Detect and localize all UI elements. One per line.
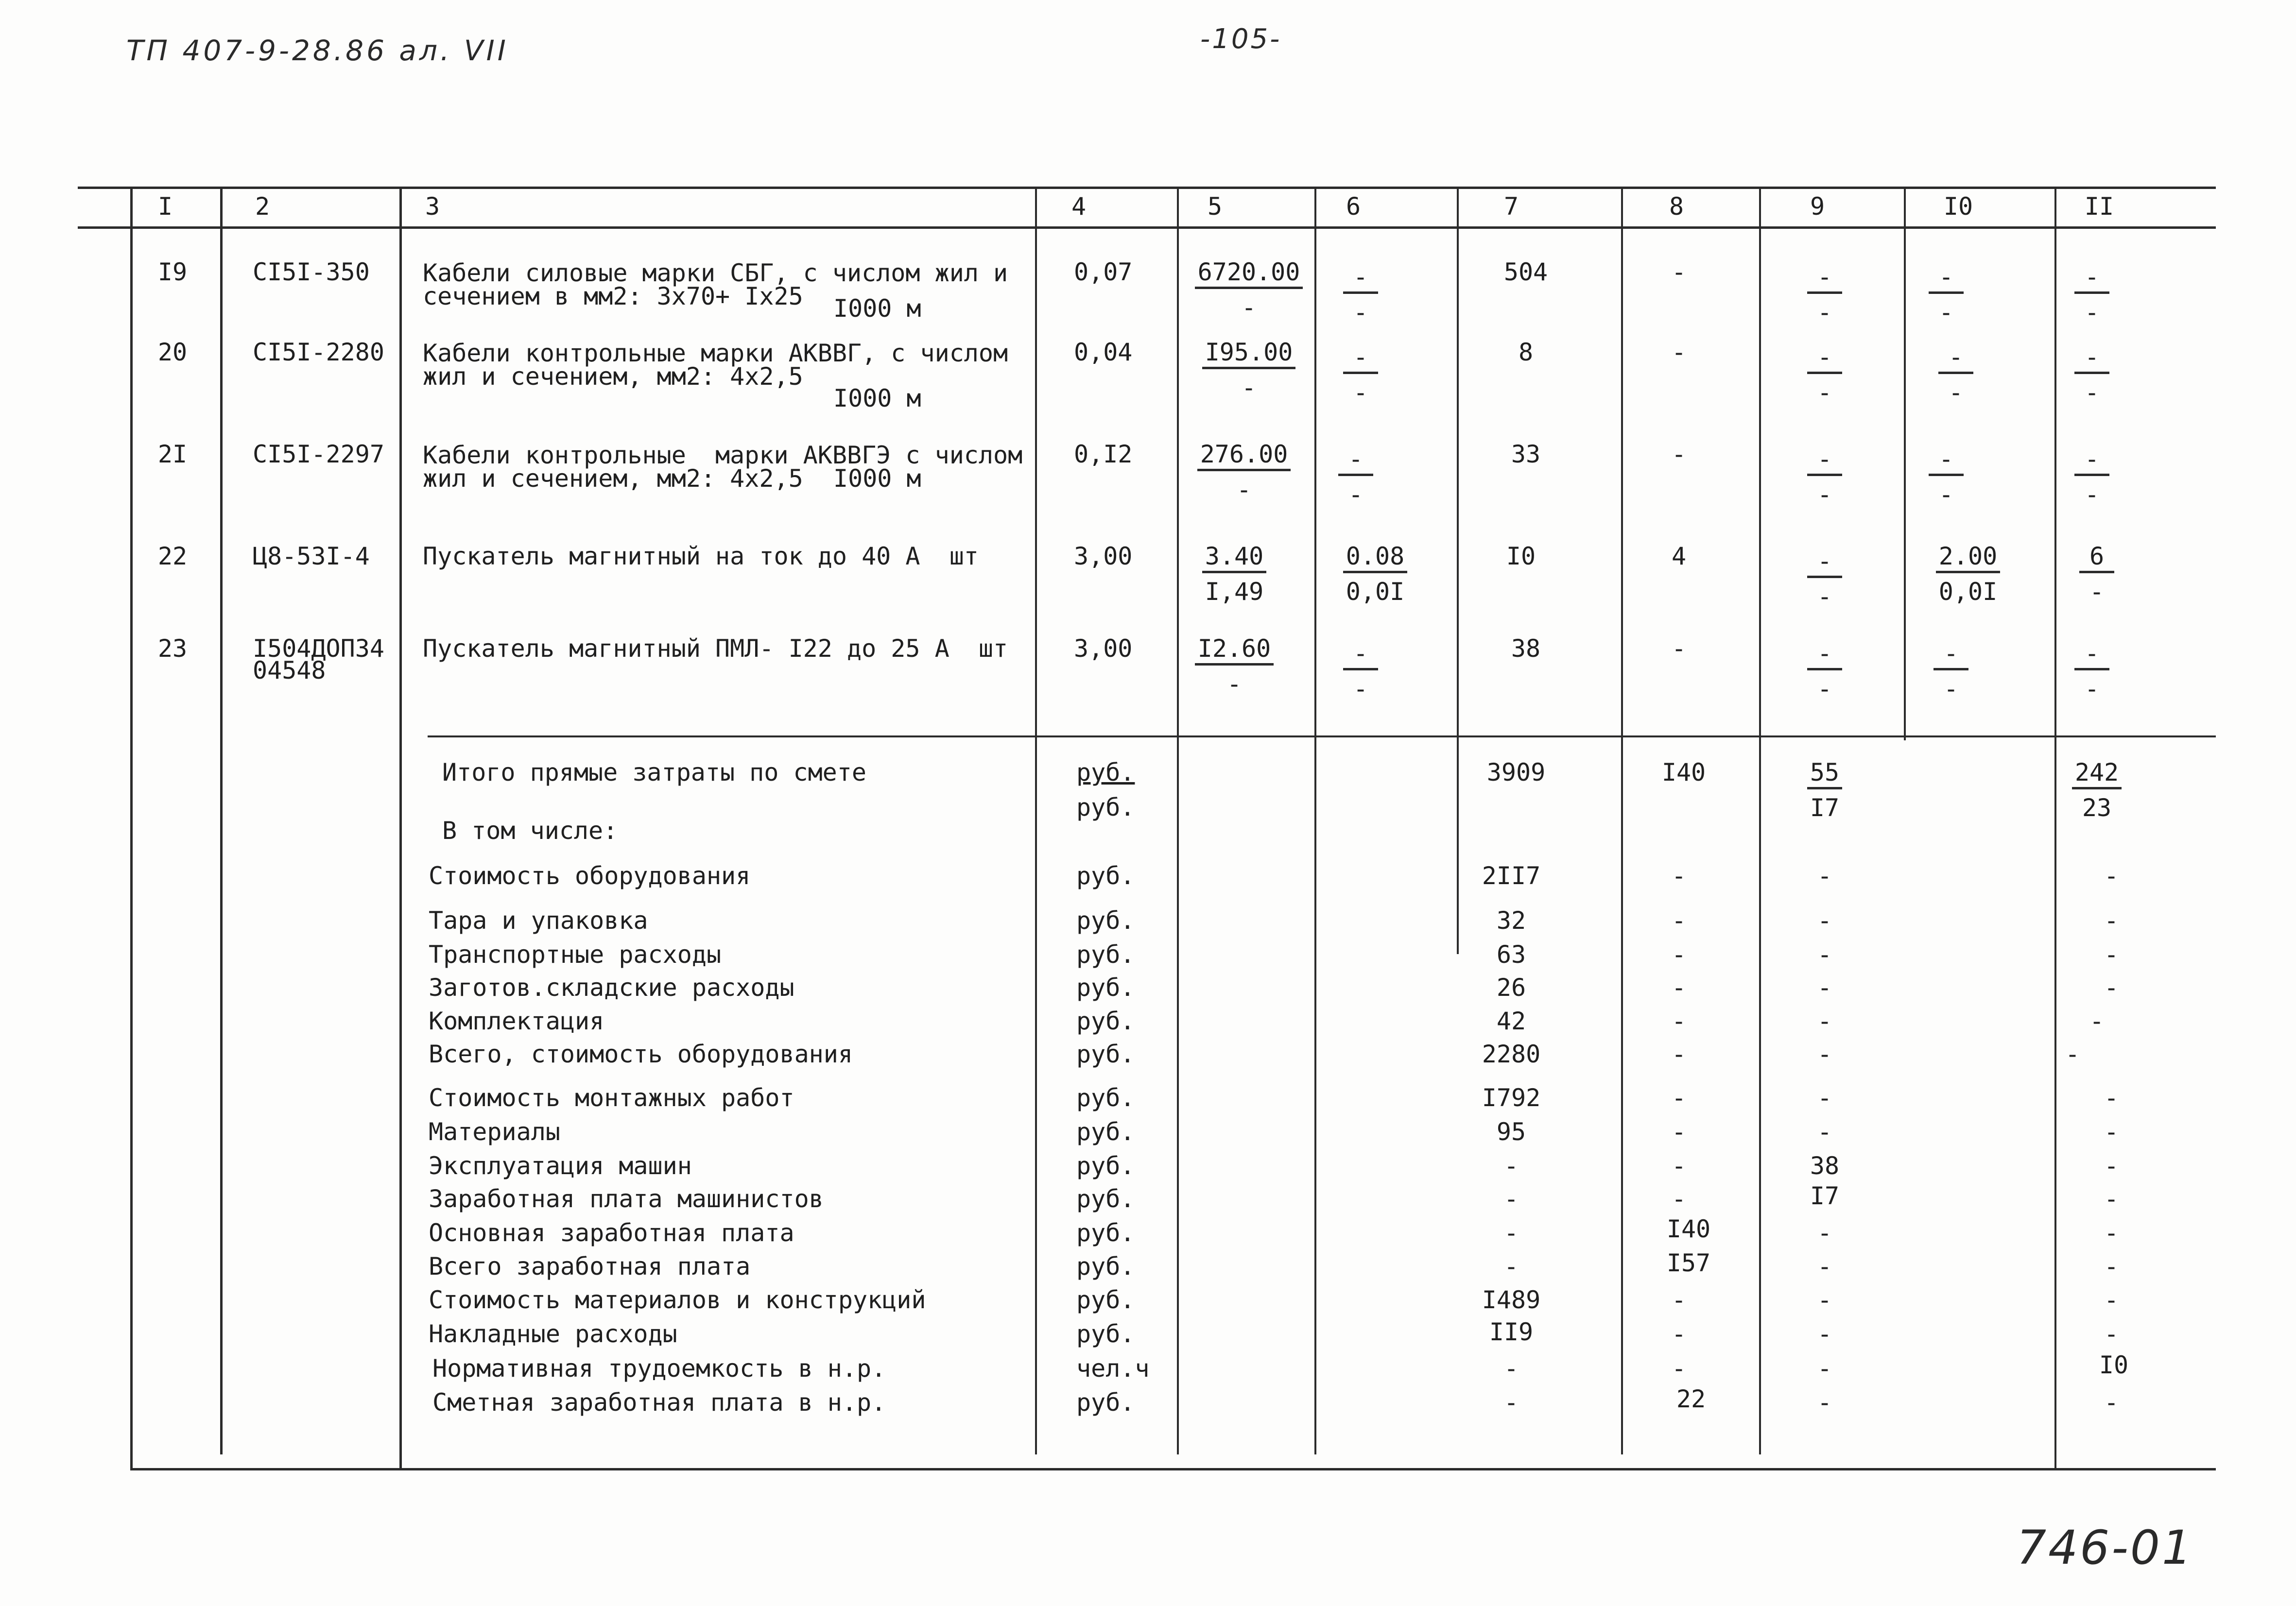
- breakdown-label: Комплектация: [429, 1007, 604, 1035]
- row-col7: 504: [1503, 258, 1548, 286]
- col-header-1: I: [157, 192, 173, 221]
- row-qty: 3,00: [1074, 634, 1133, 663]
- col11-bottom: -: [2089, 578, 2105, 606]
- col-header-7: 7: [1503, 192, 1519, 221]
- col5-bottom: -: [1241, 293, 1257, 322]
- breakdown-col11: -: [2089, 1007, 2105, 1035]
- row-unit: I000 м: [833, 294, 921, 323]
- totals-separator-rule: [428, 735, 2216, 737]
- row-col8: -: [1671, 440, 1687, 468]
- col9-top: -: [1807, 444, 1842, 476]
- breakdown-label: Эксплуатация машин: [429, 1152, 692, 1180]
- col9-top: -: [1807, 639, 1842, 670]
- breakdown-col11: -: [2104, 974, 2119, 1002]
- breakdown-unit: руб.: [1076, 1084, 1135, 1112]
- col6-bottom: -: [1348, 480, 1364, 509]
- breakdown-label: Нормативная трудоемкость в н.р.: [432, 1354, 886, 1383]
- row-col5: [1186, 440, 1302, 504]
- table-bottom-rule: [130, 1468, 2216, 1470]
- archive-mark: 746-01: [2017, 1521, 2194, 1575]
- col5-top: 3.40: [1202, 542, 1266, 573]
- row-number: 22: [157, 542, 188, 570]
- row-col6: [1327, 342, 1395, 407]
- totals-direct-col11: [2060, 758, 2133, 822]
- row-code: Ц8-53I-4: [253, 542, 370, 570]
- row-name-line2: сечением в мм2: 3х70+ Iх25: [423, 282, 803, 310]
- breakdown-col9: I7: [1810, 1182, 1840, 1210]
- breakdown-col9: -: [1817, 1252, 1832, 1281]
- row-col9: [1793, 342, 1856, 407]
- breakdown-col11: I0: [2099, 1351, 2129, 1379]
- row-number: 2I: [157, 440, 188, 468]
- col5-top: I95.00: [1202, 338, 1296, 369]
- col6-bottom: -: [1353, 298, 1368, 326]
- row-col10: [1915, 262, 1978, 327]
- col10-top: 2.00: [1936, 542, 2000, 573]
- breakdown-unit: руб.: [1076, 1252, 1135, 1281]
- col-header-3: 3: [425, 192, 440, 221]
- col5-top: 6720.00: [1195, 257, 1303, 289]
- breakdown-label: Сметная заработная плата в н.р.: [432, 1388, 886, 1417]
- col11-top: 6: [2079, 542, 2114, 573]
- col11-bottom: -: [2084, 378, 2100, 407]
- col-rule-11: [2054, 187, 2056, 1469]
- col10-top: -: [1929, 444, 1964, 476]
- row-name-line2: жил и сечением, мм2: 4х2,5: [423, 464, 803, 493]
- col9-bottom: -: [1817, 378, 1832, 407]
- col5-top: I2.60: [1195, 634, 1274, 666]
- col11-bottom: -: [2084, 298, 2100, 326]
- breakdown-col8: 22: [1676, 1385, 1706, 1413]
- breakdown-col7: I792: [1482, 1084, 1541, 1112]
- breakdown-col11: -: [2104, 1185, 2119, 1213]
- breakdown-col8: I40: [1666, 1215, 1711, 1243]
- breakdown-col9: -: [1817, 974, 1832, 1002]
- row-col6: [1327, 262, 1395, 327]
- row-col8: -: [1671, 634, 1687, 663]
- row-col6: [1327, 639, 1395, 703]
- breakdown-col11: -: [2104, 1118, 2119, 1146]
- breakdown-unit: руб.: [1076, 1185, 1135, 1213]
- breakdown-col11: -: [2104, 862, 2119, 890]
- row-name-line1: Кабели контрольные марки АКВВГ, с числом: [423, 339, 1008, 367]
- col9-top: -: [1807, 262, 1842, 294]
- col-rule-5: [1177, 187, 1179, 1454]
- totals-direct-col9: [1788, 758, 1861, 822]
- col-header-8: 8: [1669, 192, 1684, 221]
- breakdown-col7: -: [1503, 1152, 1519, 1180]
- totals-direct-col8: I40: [1661, 758, 1706, 786]
- breakdown-label: Заготов.складские расходы: [429, 974, 794, 1002]
- breakdown-col8: -: [1671, 974, 1687, 1002]
- breakdown-col8: -: [1671, 1118, 1687, 1146]
- col-rule-6: [1314, 187, 1316, 1454]
- breakdown-unit: руб.: [1076, 1219, 1135, 1247]
- breakdown-col11: -: [2104, 1219, 2119, 1247]
- col9-top: 55: [1807, 758, 1842, 789]
- col10-top: -: [1933, 639, 1968, 670]
- breakdown-unit: руб.: [1076, 1286, 1135, 1314]
- breakdown-label: Тара и упаковка: [429, 906, 648, 935]
- row-number: 23: [157, 634, 188, 663]
- row-col5: [1186, 634, 1283, 699]
- col6-top: -: [1343, 262, 1378, 294]
- breakdown-unit: руб.: [1076, 1320, 1135, 1348]
- header-bottom-rule: [78, 226, 2216, 229]
- breakdown-col8: -: [1671, 1084, 1687, 1112]
- col10-top: -: [1929, 262, 1964, 294]
- row-qty: 3,00: [1074, 542, 1133, 570]
- breakdown-col11: -: [2104, 1152, 2119, 1180]
- row-number: 20: [157, 338, 188, 366]
- breakdown-unit: руб.: [1076, 862, 1135, 890]
- breakdown-col7: 2280: [1482, 1040, 1541, 1068]
- row-col5: [1186, 542, 1283, 606]
- breakdown-label: Материалы: [429, 1118, 560, 1146]
- col9-top: -: [1807, 547, 1842, 578]
- col-header-10: I0: [1943, 192, 1973, 221]
- row-code-line2: 04548: [253, 656, 326, 684]
- breakdown-col7: I489: [1482, 1286, 1541, 1314]
- col5-bottom: -: [1241, 374, 1257, 402]
- breakdown-col7: -: [1503, 1252, 1519, 1281]
- breakdown-col9: -: [1817, 1286, 1832, 1314]
- row-col5: [1186, 257, 1312, 322]
- row-name-line1: Кабели силовые марки СБГ, с числом жил и: [423, 259, 1008, 287]
- col11-bottom: 23: [2082, 794, 2112, 822]
- col5-bottom: -: [1226, 670, 1242, 698]
- col10-bottom: -: [1938, 480, 1954, 509]
- col6-bottom: 0,0I: [1346, 578, 1405, 606]
- row-col9: [1793, 262, 1856, 327]
- col10-top: -: [1938, 342, 1973, 374]
- col9-bottom: -: [1817, 675, 1832, 703]
- col11-top: -: [2074, 262, 2109, 294]
- breakdown-unit: руб.: [1076, 906, 1135, 935]
- col11-bottom: -: [2084, 480, 2100, 509]
- breakdown-label: Всего заработная плата: [429, 1252, 751, 1281]
- row-col7: 38: [1511, 634, 1541, 663]
- row-code: CI5I-350: [253, 258, 370, 286]
- row-unit: I000 м: [833, 464, 921, 493]
- breakdown-unit: руб.: [1076, 974, 1135, 1002]
- row-col7: 33: [1511, 440, 1541, 468]
- col-rule-7: [1457, 187, 1459, 954]
- row-col6: [1331, 542, 1419, 606]
- col11-top: -: [2074, 444, 2109, 476]
- breakdown-unit: руб.: [1076, 1118, 1135, 1146]
- col9-bottom: -: [1817, 298, 1832, 326]
- breakdown-col11: -: [2104, 1252, 2119, 1281]
- breakdown-col11: -: [2104, 940, 2119, 969]
- breakdown-col9: -: [1817, 1118, 1832, 1146]
- col5-top: 276.00: [1197, 440, 1291, 471]
- row-name-line1: Пускатель магнитный на ток до 40 А шт: [423, 542, 979, 570]
- breakdown-col11: -: [2104, 1084, 2119, 1112]
- col10-bottom: -: [1938, 298, 1954, 326]
- col9-top: -: [1807, 342, 1842, 374]
- breakdown-col7: 63: [1496, 940, 1526, 969]
- breakdown-unit: руб.: [1076, 940, 1135, 969]
- breakdown-col8: -: [1671, 1185, 1687, 1213]
- breakdown-label: Стоимость материалов и конструкций: [429, 1286, 926, 1314]
- col-header-6: 6: [1346, 192, 1361, 221]
- row-col9: [1793, 547, 1856, 611]
- col6-top: 0.08: [1343, 542, 1407, 573]
- row-col9: [1793, 639, 1856, 703]
- row-col11: [2060, 262, 2123, 327]
- breakdown-col8: -: [1671, 1007, 1687, 1035]
- breakdown-col11: -: [2104, 1320, 2119, 1348]
- breakdown-unit: руб.: [1076, 1152, 1135, 1180]
- breakdown-col9: -: [1817, 1320, 1832, 1348]
- row-code: I504ДОП34: [253, 634, 384, 663]
- breakdown-col8: -: [1671, 1040, 1687, 1068]
- col11-top: 242: [2072, 758, 2122, 789]
- col-rule-8: [1621, 187, 1623, 1454]
- row-name-line2: жил и сечением, мм2: 4х2,5: [423, 362, 803, 391]
- totals-direct-col7: 3909: [1486, 758, 1546, 786]
- breakdown-label: Стоимость монтажных работ: [429, 1084, 794, 1112]
- breakdown-col8: -: [1671, 940, 1687, 969]
- breakdown-col8: -: [1671, 1320, 1687, 1348]
- row-col8: -: [1671, 258, 1687, 286]
- col-rule-10: [1904, 187, 1906, 740]
- col10-bottom: -: [1943, 675, 1959, 703]
- col5-bottom: -: [1236, 476, 1252, 504]
- col10-bottom: -: [1948, 378, 1964, 407]
- breakdown-col11: -: [2104, 1388, 2119, 1417]
- breakdown-unit: руб.: [1076, 1388, 1135, 1417]
- totals-direct-unit-bottom: руб.: [1076, 793, 1135, 821]
- row-col7: 8: [1518, 338, 1534, 366]
- breakdown-col7: -: [1503, 1219, 1519, 1247]
- breakdown-col8: -: [1671, 906, 1687, 935]
- col-header-2: 2: [255, 192, 270, 221]
- row-col11: [2060, 639, 2123, 703]
- col6-top: -: [1343, 639, 1378, 670]
- breakdown-col9: -: [1817, 862, 1832, 890]
- col-rule-1: [130, 187, 133, 1469]
- breakdown-col9: -: [1817, 940, 1832, 969]
- breakdown-col8: I57: [1666, 1249, 1711, 1277]
- row-col11: [2060, 342, 2123, 407]
- col-header-11: II: [2084, 192, 2114, 221]
- row-qty: 0,07: [1074, 258, 1133, 286]
- row-col11: [2060, 542, 2133, 606]
- row-col5: [1186, 338, 1312, 402]
- breakdown-col9: 38: [1810, 1152, 1840, 1180]
- col-header-9: 9: [1810, 192, 1825, 221]
- row-col10: [1924, 342, 1987, 407]
- breakdown-unit: чел.ч: [1076, 1354, 1150, 1383]
- row-col10: [1915, 444, 1978, 509]
- breakdown-col7: 42: [1496, 1007, 1526, 1035]
- col6-bottom: -: [1353, 378, 1368, 407]
- breakdown-col9: -: [1817, 906, 1832, 935]
- row-col10: [1919, 639, 1983, 703]
- breakdown-col7: -: [1503, 1185, 1519, 1213]
- breakdown-unit: руб.: [1076, 1007, 1135, 1035]
- breakdown-col9: -: [1817, 1219, 1832, 1247]
- row-col6: [1322, 444, 1390, 509]
- col-header-4: 4: [1071, 192, 1087, 221]
- doc-reference-stamp: ТП 407-9-28.86 ал. VII: [126, 34, 509, 67]
- breakdown-col11: -: [2065, 1040, 2080, 1068]
- breakdown-unit: руб.: [1076, 1040, 1135, 1068]
- breakdown-col9: -: [1817, 1084, 1832, 1112]
- breakdown-col7: 26: [1496, 974, 1526, 1002]
- breakdown-col8: -: [1671, 1152, 1687, 1180]
- col6-bottom: -: [1353, 675, 1368, 703]
- row-qty: 0,I2: [1074, 440, 1133, 468]
- col6-top: -: [1343, 342, 1378, 374]
- row-code: CI5I-2297: [253, 440, 384, 468]
- col9-bottom: I7: [1810, 794, 1840, 822]
- breakdown-col7: 32: [1496, 906, 1526, 935]
- breakdown-col11: -: [2104, 1286, 2119, 1314]
- breakdown-col7: 2II7: [1482, 862, 1541, 890]
- row-name-line1: Кабели контрольные марки АКВВГЭ с числом: [423, 441, 1023, 469]
- col-rule-3: [399, 187, 402, 1469]
- totals-direct-unit-top: руб.: [1076, 758, 1135, 786]
- breakdown-label: Всего, стоимость оборудования: [429, 1040, 853, 1068]
- col10-bottom: 0,0I: [1938, 578, 1998, 606]
- row-col8: -: [1671, 338, 1687, 366]
- table-top-rule: [78, 187, 2216, 189]
- breakdown-label: Транспортные расходы: [429, 940, 722, 969]
- row-number: I9: [157, 258, 188, 286]
- breakdown-label: Накладные расходы: [429, 1320, 677, 1348]
- breakdown-col7: -: [1503, 1388, 1519, 1417]
- breakdown-col9: -: [1817, 1040, 1832, 1068]
- breakdown-col8: -: [1671, 862, 1687, 890]
- breakdown-label: Основная заработная плата: [429, 1219, 794, 1247]
- breakdown-col11: -: [2104, 906, 2119, 935]
- col6-top: -: [1338, 444, 1373, 476]
- col-rule-4: [1035, 187, 1037, 1454]
- col9-bottom: -: [1817, 480, 1832, 509]
- breakdown-col7: -: [1503, 1354, 1519, 1383]
- col11-top: -: [2074, 639, 2109, 670]
- col9-bottom: -: [1817, 582, 1832, 611]
- col5-bottom: I,49: [1205, 578, 1264, 606]
- breakdown-col8: -: [1671, 1286, 1687, 1314]
- including-label: В том числе:: [442, 817, 618, 845]
- col11-top: -: [2074, 342, 2109, 374]
- breakdown-col9: -: [1817, 1354, 1832, 1383]
- col11-bottom: -: [2084, 675, 2100, 703]
- col-header-5: 5: [1207, 192, 1223, 221]
- breakdown-col9: -: [1817, 1388, 1832, 1417]
- row-qty: 0,04: [1074, 338, 1133, 366]
- row-col10: [1919, 542, 2017, 606]
- breakdown-col8: -: [1671, 1354, 1687, 1383]
- breakdown-col7: 95: [1496, 1118, 1526, 1146]
- row-code: CI5I-2280: [253, 338, 384, 366]
- row-unit: I000 м: [833, 384, 921, 412]
- breakdown-col9: -: [1817, 1007, 1832, 1035]
- row-col9: [1793, 444, 1856, 509]
- row-col8: 4: [1671, 542, 1687, 570]
- breakdown-col7: II9: [1489, 1318, 1534, 1346]
- col-rule-9: [1759, 187, 1761, 1454]
- row-col7: I0: [1506, 542, 1536, 570]
- breakdown-label: Стоимость оборудования: [429, 862, 751, 890]
- row-col11: [2060, 444, 2123, 509]
- breakdown-label: Заработная плата машинистов: [429, 1185, 824, 1213]
- row-name-line1: Пускатель магнитный ПМЛ- I22 до 25 А шт: [423, 634, 1008, 663]
- page-number: -105-: [1200, 23, 1282, 55]
- totals-direct-label: Итого прямые затраты по смете: [442, 758, 866, 786]
- col-rule-2: [220, 187, 223, 1454]
